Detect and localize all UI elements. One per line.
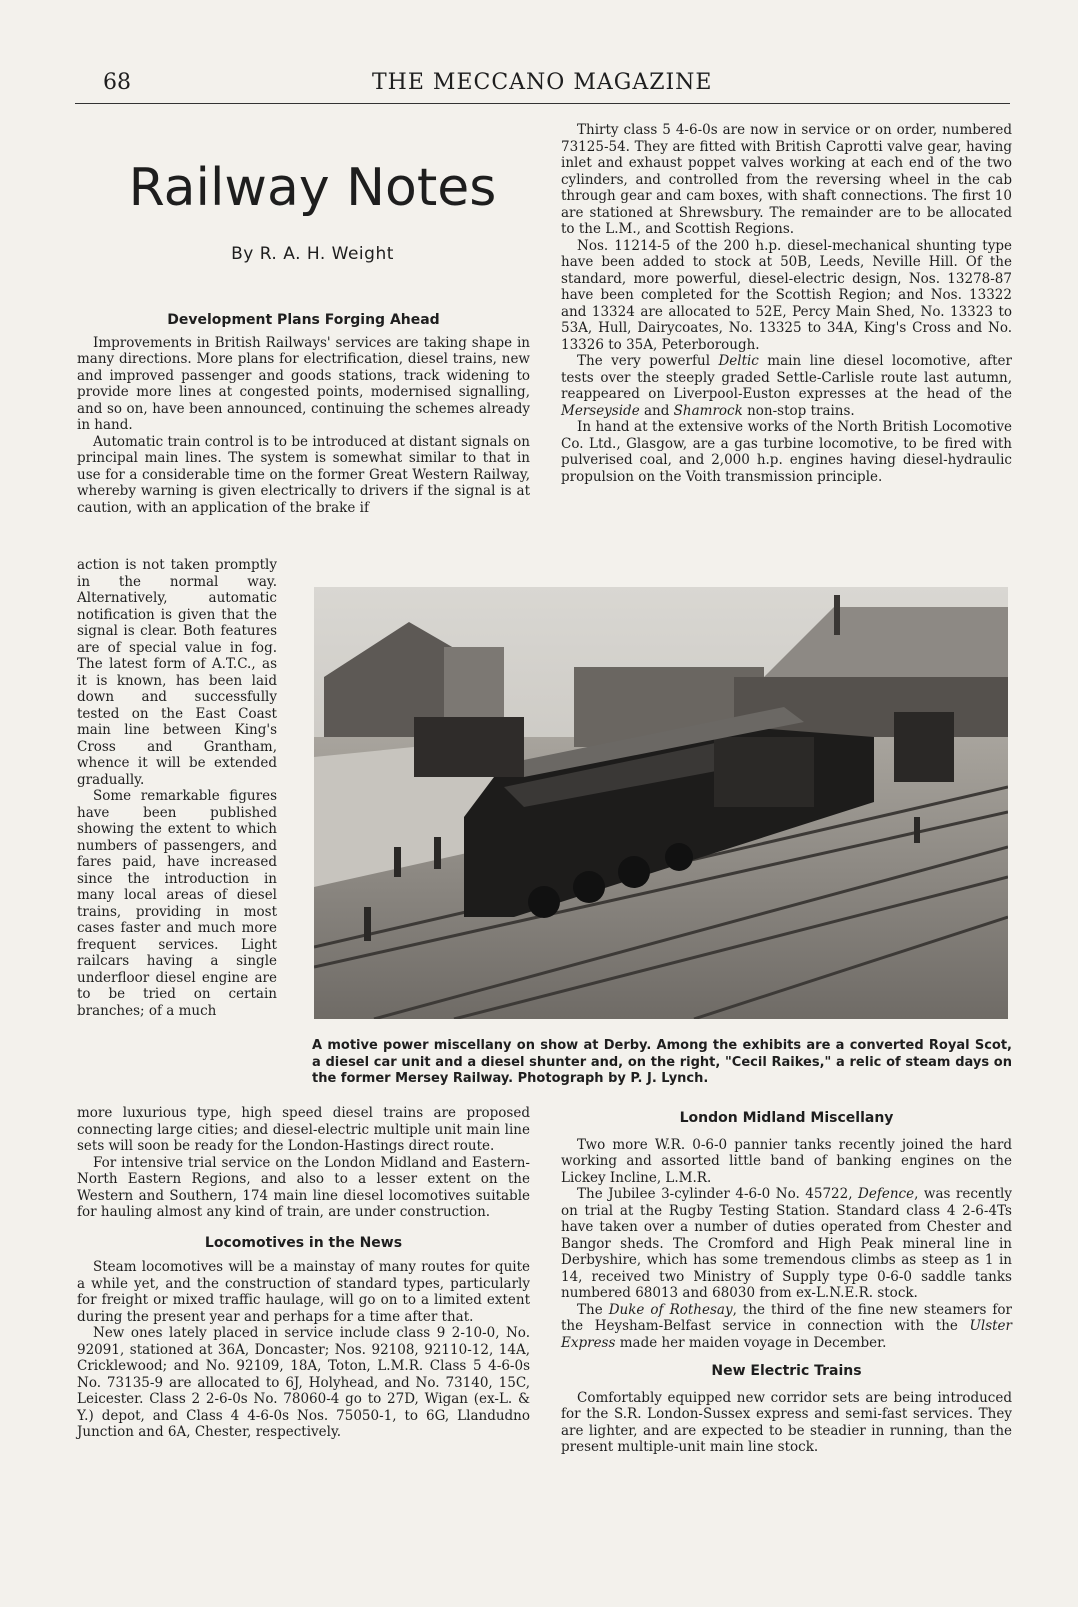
left-column-narrow (77, 557, 277, 1019)
paragraph: In hand at the extensive works of the North British Locomotive Co. Ltd., Glasgow, are a gas turbine locomotive, to be fired with pulverised coal, and 2,000 h.p. engines having diesel-hydraulic propulsion on the Voith transmission principle. (561, 419, 1012, 485)
paragraph: Improvements in British Railways' services are taking shape in many directions. More plans for electrification, diesel trains, new and improved passenger and goods stations, track widening to provide more lines at congested points, modernised signalling, and so on, have been announced, continuing the schemes already in hand. (77, 334, 530, 433)
paragraph: Two more W.R. 0-6-0 pannier tanks recently joined the hard working and assorted little band of banking engines on the Lickey Incline, L.M.R. (561, 1136, 1012, 1186)
left-column-bottom (77, 1105, 530, 1441)
byline: By R. A. H. Weight (231, 244, 394, 264)
section-heading-locomotives: Locomotives in the News (204, 1234, 403, 1251)
section-heading-london-midland: London Midland Miscellany (679, 1110, 894, 1126)
paragraph: more luxurious type, high speed diesel trains are proposed connecting large cities; and diesel-electric multiple unit main line sets will soon be ready for the London-Hastings direct route. (77, 1105, 530, 1154)
paragraph-duke: The Duke of Rothesay, the third of the fine new steamers for the Heysham-Belfast service in connection with the Ulster Express made her maiden voyage in December. (561, 1301, 1012, 1351)
article-title: Railway Notes (128, 158, 497, 218)
section-heading-development: Development Plans Forging Ahead (167, 312, 440, 328)
paragraph: Steam locomotives will be a mainstay of many routes for quite a while yet, and the construction of standard types, particularly for freight or mixed traffic haulage, will go on to a limited extent during the present year and perhaps for a time after that. (77, 1259, 530, 1325)
right-column-top (561, 122, 1012, 485)
paragraph: Some remarkable figures have been published showing the extent to which numbers of passengers, and fares paid, have increased since the introduction in many local areas of diesel trains, providing in most cases faster and much more frequent services. Light railcars having a single underfloor diesel engine are to be tried on certain branches; of a much (77, 788, 277, 1019)
paragraph: New ones lately placed in service include class 9 2-10-0, No. 92091, stationed at 36A, Doncaster; Nos. 92108, 92110-12, 14A, Cricklewood; and No. 92109, 18A, Toton, L.M.R. Class 5 4-6-0s No. 73135-9 are allocated to 6J, Holyhead, and No. 73140, 15C, Leicester. Class 2 2-6-0s No. 78060-4 go to 27D, Wigan (ex-L. & Y.) depot, and Class 4 4-6-0s Nos. 75050-1, to 6G, Llandudno Junction and 6A, Chester, respectively. (77, 1325, 530, 1440)
page-number: 68 (103, 70, 131, 95)
left-column-top (77, 312, 530, 516)
paragraph-defence: The Jubilee 3-cylinder 4-6-0 No. 45722, Defence, was recently on trial at the Rugby Testing Station. Standard class 4 2-6-4Ts have taken over a number of duties operated from Chester and Bangor sheds. The Cromford and High Peak mineral line in Derbyshire, which has some tremendous climbs as steep as 1 in 14, received two Ministry of Supply type 0-6-0 saddle tanks numbered 68013 and 68030 from ex-L.N.E.R. stock. (561, 1186, 1012, 1301)
paragraph: Nos. 11214-5 of the 200 h.p. diesel-mechanical shunting type have been added to stock at 50B, Leeds, Neville Hill. Of the standard, more powerful, diesel-electric design, Nos. 13278-87 have been completed for the Scottish Region; and Nos. 13322 and 13324 are allocated to 52E, Percy Main Shed, No. 13323 to 53A, Hull, Dairycoates, No. 13325 to 34A, King's Cross and No. 13326 to 35A, Peterborough. (561, 237, 1012, 353)
paragraph: Comfortably equipped new corridor sets are being introduced for the S.R. London-Sussex express and semi-fast services. They are lighter, and are expected to be steadier in running, than the present multiple-unit main line stock. (561, 1389, 1012, 1455)
header-rule (75, 103, 1010, 104)
magazine-title: THE MECCANO MAGAZINE (372, 70, 713, 95)
paragraph: For intensive trial service on the London Midland and Eastern-North Eastern Regions, and also to a lesser extent on the Western and Southern, 174 main line diesel locomotives suitable for hauling almost any kind of train, are under construction. (77, 1154, 530, 1220)
paragraph-deltic: The very powerful Deltic main line diesel locomotive, after tests over the steeply graded Settle-Carlisle route last autumn, reappeared on Liverpool-Euston expresses at the head of the Merseyside and Shamrock non-stop trains. (561, 353, 1012, 419)
paragraph: Thirty class 5 4-6-0s are now in service or on order, numbered 73125-54. They are fitted with British Caprotti valve gear, having inlet and exhaust poppet valves working at each end of the two cylinders, and controlled from the reversing wheel in the cab through gear and cam boxes, with shaft connections. The first 10 are stationed at Shrewsbury. The remainder are to be allocated to the L.M., and Scottish Regions. (561, 122, 1012, 237)
photo-caption: A motive power miscellany on show at Derby. Among the exhibits are a converted Royal Scot, a diesel car unit and a diesel shunter and, on the right, "Cecil Raikes," a relic of steam days on the former Mersey Railway. Photograph by P. J. Lynch. (312, 1038, 1012, 1086)
locomotive-photo (314, 587, 1008, 1019)
paragraph: action is not taken promptly in the normal way. Alternatively, automatic notification is given that the signal is clear. Both features are of special value in fog. The latest form of A.T.C., as it is known, has been laid down and successfully tested on the East Coast main line between King's Cross and Grantham, whence it will be extended gradually. (77, 557, 277, 788)
right-column-bottom (561, 1110, 1012, 1456)
section-heading-electric-trains: New Electric Trains (711, 1363, 862, 1379)
photo-illustration (314, 587, 1008, 1019)
paragraph: Automatic train control is to be introduced at distant signals on principal main lines. The system is somewhat similar to that in use for a considerable time on the former Great Western Railway, whereby warning is given electrically to drivers if the signal is at caution, with an application of the brake if (77, 433, 530, 516)
